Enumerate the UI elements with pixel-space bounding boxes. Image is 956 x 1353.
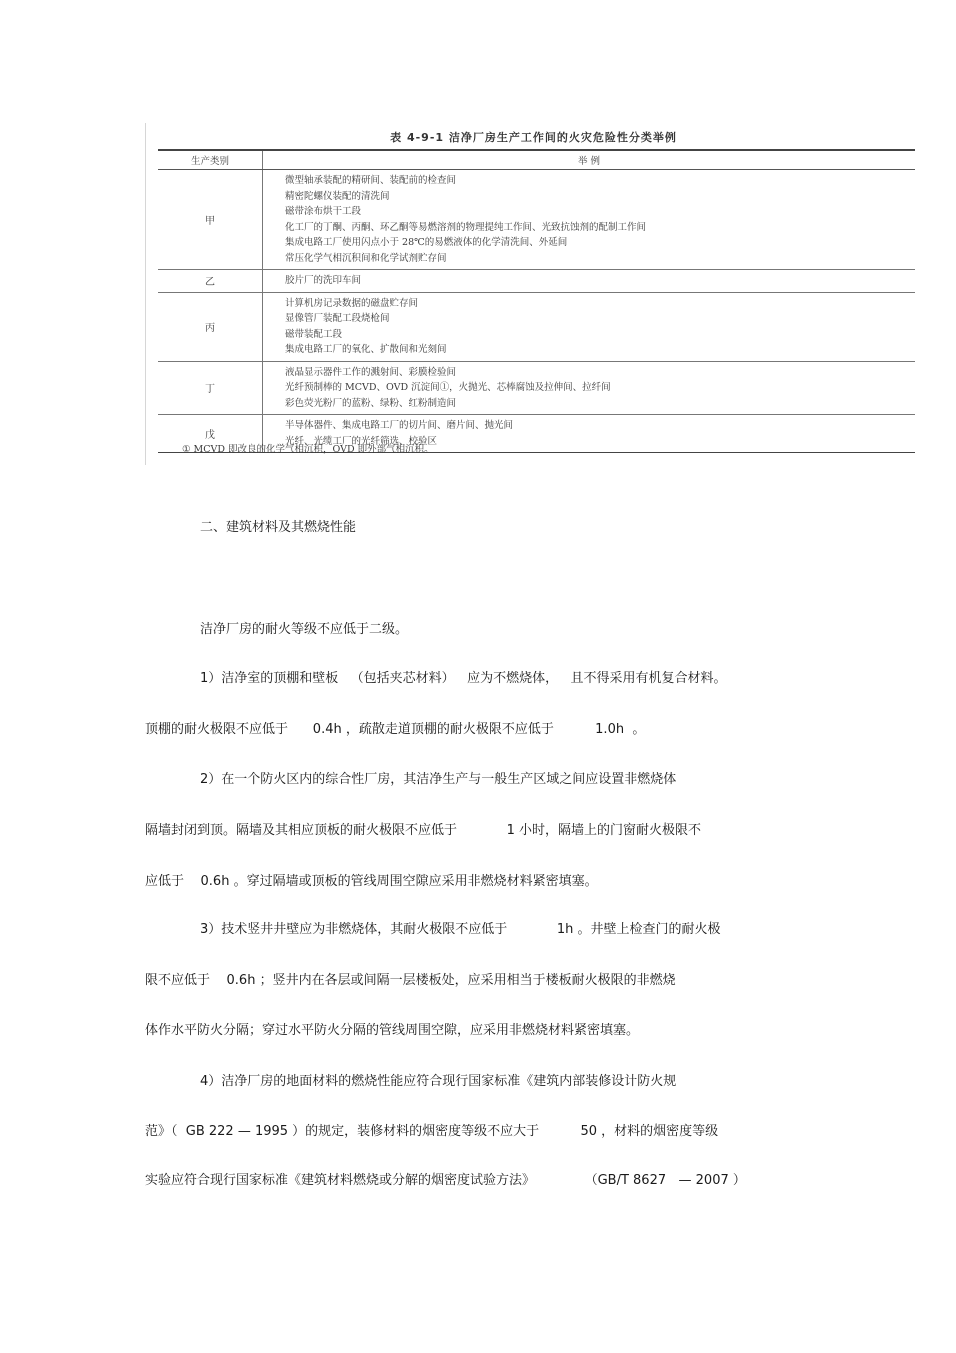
example-line: 液晶显示器件工作的溅射间、彩膜检验间: [285, 366, 457, 378]
table-row: [158, 170, 915, 270]
example-line: 磁带装配工段: [285, 328, 343, 340]
example-line: 显像管厂装配工段烧枪间: [285, 313, 390, 324]
table-header-row: [158, 150, 915, 170]
example-line: 微型轴承装配的精研间、装配前的检查间: [285, 175, 457, 186]
paragraph-line: 顶棚的耐火极限不应低于 0.4h ，疏散走道顶棚的耐火极限不应低于 1.0h 。: [145, 722, 646, 737]
example-line: 化工厂的丁酮、丙酮、环乙酮等易燃溶剂的物理提纯工作间、光致抗蚀剂的配制工作间: [285, 221, 647, 233]
paragraph-line: 实验应符合现行国家标准《建筑材料燃烧或分解的烟密度试验方法》 （GB/T 8627 — 2007 ）: [145, 1173, 746, 1188]
example-line: 胶片厂的洗印车间: [285, 275, 362, 286]
example-line: 半导体器件、集成电路工厂的切片间、磨片间、抛光间: [285, 420, 514, 431]
row-examples: [263, 270, 916, 293]
paragraph-line: 洁净厂房的耐火等级不应低于二级。: [200, 622, 409, 637]
paragraph-line: 3）技术竖井井壁应为非燃烧体，其耐火极限不应低于 1h 。井壁上检查门的耐火极: [200, 922, 721, 937]
example-line: 计算机房记录数据的磁盘贮存间: [285, 297, 419, 309]
row-examples: [263, 292, 916, 361]
paragraph-line: 范》（ GB 222 — 1995 ）的规定，装修材料的烟密度等级不应大于 50 ，材料的烟密度等级: [145, 1124, 719, 1139]
section-heading: 二、建筑材料及其燃烧性能: [200, 520, 357, 535]
paragraph-line: 体作水平防火分隔；穿过水平防火分隔的管线周围空隙，应采用非燃烧材料紧密填塞。: [145, 1023, 640, 1038]
example-line: 集成电路工厂使用闪点小于 28℃的易燃液体的化学清洗间、外延间: [285, 237, 568, 248]
example-line: 光纤、光缆工厂的光纤筛选、校验区: [285, 435, 438, 447]
paragraph-line: 应低于 0.6h 。穿过隔墙或顶板的管线周围空隙应采用非燃烧材料紧密填塞。: [145, 874, 598, 889]
header-category: 生产类别: [158, 150, 263, 170]
row-examples: [263, 361, 916, 415]
paragraph-line: 2）在一个防火区内的综合性厂房，其洁净生产与一般生产区域之间应设置非燃烧体: [200, 772, 677, 787]
paragraph-line: 4）洁净厂房的地面材料的燃烧性能应符合现行国家标准《建筑内部装修设计防火规: [200, 1074, 677, 1089]
table-row: [158, 361, 915, 415]
row-category: 丁: [158, 361, 263, 415]
table-footnote: ① MCVD 即改良的化学气相沉积，OVD 即外部气相沉积。: [182, 444, 434, 455]
example-line: 光纤预制棒的 MCVD、OVD 沉淀间①，火抛光、芯棒腐蚀及拉伸间、拉纤间: [285, 382, 611, 393]
example-line: 集成电路工厂的氧化、扩散间和光刻间: [285, 344, 447, 355]
paragraph-line: 隔墙封闭到顶。隔墙及其相应顶板的耐火极限不应低于 1 小时，隔墙上的门窗耐火极限不: [145, 823, 701, 838]
row-category: 戊: [158, 415, 263, 453]
row-examples: [263, 170, 916, 270]
paragraph-line: 1）洁净室的顶棚和壁板 （包括夹芯材料） 应为不燃烧体， 且不得采用有机复合材料。: [200, 671, 727, 686]
example-line: 精密陀螺仪装配的清洗间: [285, 190, 390, 202]
row-category: 甲: [158, 170, 263, 270]
fire-hazard-table: [158, 149, 915, 453]
example-line: 常压化学气相沉积间和化学试剂贮存间: [285, 252, 447, 264]
paragraph-line: 限不应低于 0.6h ；竖井内在各层或间隔一层楼板处，应采用相当于楼板耐火极限的非燃烧: [145, 973, 676, 988]
table-title: 表 4-9-1 洁净厂房生产工作间的火灾危险性分类举例: [390, 131, 677, 144]
table-row: [158, 270, 915, 293]
row-category: 丙: [158, 292, 263, 361]
table-row: [158, 292, 915, 361]
scanned-table-image: [145, 123, 921, 465]
example-line: 彩色荧光粉厂的蓝粉、绿粉、红粉制造间: [285, 397, 457, 409]
example-line: 磁带涂布烘干工段: [285, 206, 362, 217]
header-example: 举 例: [263, 150, 916, 170]
row-category: 乙: [158, 270, 263, 293]
